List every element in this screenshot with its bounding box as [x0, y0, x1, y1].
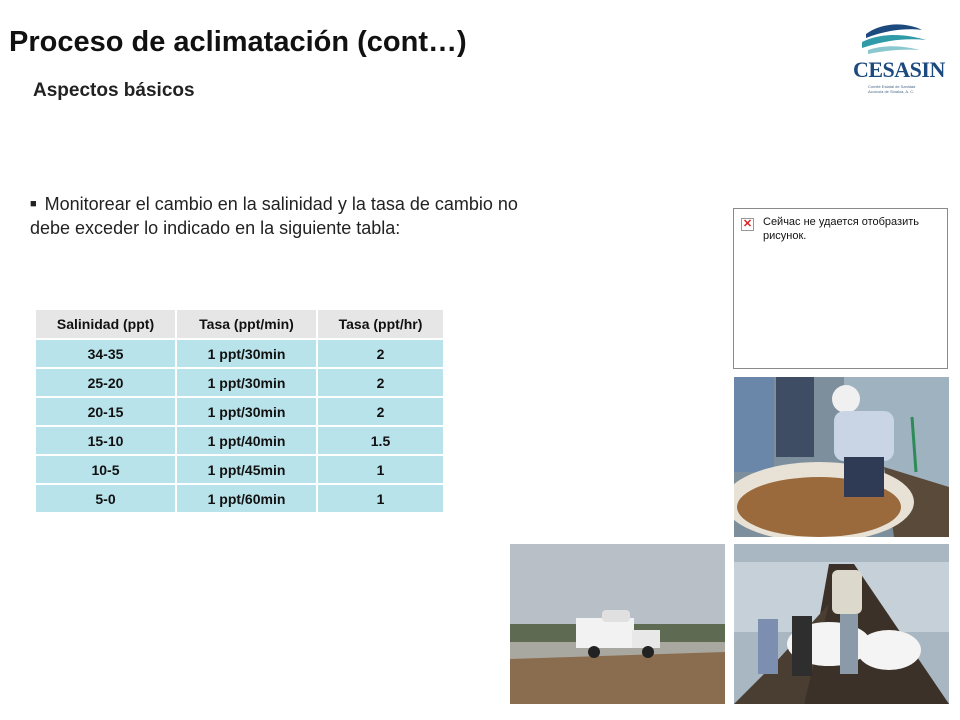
photo-tank-inspection — [734, 377, 949, 537]
table-cell: 2 — [317, 368, 444, 397]
table-cell: 25-20 — [35, 368, 176, 397]
table-cell: 1 ppt/30min — [176, 339, 317, 368]
table-cell: 1 ppt/45min — [176, 455, 317, 484]
table-row — [35, 455, 444, 484]
logo-line-1: Comité Estatal de Sanidad — [868, 84, 916, 89]
table-cell: 1 — [317, 455, 444, 484]
photo-truck-levee — [510, 544, 725, 704]
table-row — [35, 426, 444, 455]
photo-workers-tanks — [734, 544, 949, 704]
logo-name: CESASIN — [853, 57, 945, 82]
table-cell: 2 — [317, 397, 444, 426]
table-row — [35, 339, 444, 368]
bullet-text: Monitorear el cambio en la salinidad y la tasa de cambio no debe exceder lo indicado en la siguiente tabla: — [30, 194, 518, 238]
wave-logo-icon — [848, 20, 940, 60]
broken-image-message: Сейчас не удается отобразить рисунок. — [763, 216, 919, 242]
table-cell: 1 — [317, 484, 444, 513]
table-cell: 1 ppt/30min — [176, 397, 317, 426]
slide-subtitle: Aspectos básicos — [33, 80, 195, 101]
logo-line-2: Acuícola de Sinaloa, A. C. — [868, 89, 915, 94]
table-row — [35, 397, 444, 426]
table-cell: 10-5 — [35, 455, 176, 484]
broken-image-icon: ✕ — [742, 218, 753, 230]
table-cell: 20-15 — [35, 397, 176, 426]
table-row — [35, 484, 444, 513]
salinity-rate-table — [34, 308, 445, 514]
table-cell: 2 — [317, 339, 444, 368]
table-cell: 1 ppt/40min — [176, 426, 317, 455]
table-row — [35, 368, 444, 397]
broken-image-placeholder — [733, 208, 948, 369]
table-cell: 1 ppt/30min — [176, 368, 317, 397]
column-header: Salinidad (ppt) — [35, 309, 176, 339]
table-cell: 15-10 — [35, 426, 176, 455]
table-cell: 34-35 — [35, 339, 176, 368]
bullet-item — [30, 192, 530, 240]
table-cell: 1.5 — [317, 426, 444, 455]
slide-title: Proceso de aclimatación (cont…) — [9, 26, 467, 58]
cesasin-logo — [848, 20, 945, 100]
table-cell: 5-0 — [35, 484, 176, 513]
column-header: Tasa (ppt/min) — [176, 309, 317, 339]
square-bullet-icon: ■ — [30, 198, 37, 210]
column-header: Tasa (ppt/hr) — [317, 309, 444, 339]
table-cell: 1 ppt/60min — [176, 484, 317, 513]
table-header-row — [35, 309, 444, 339]
